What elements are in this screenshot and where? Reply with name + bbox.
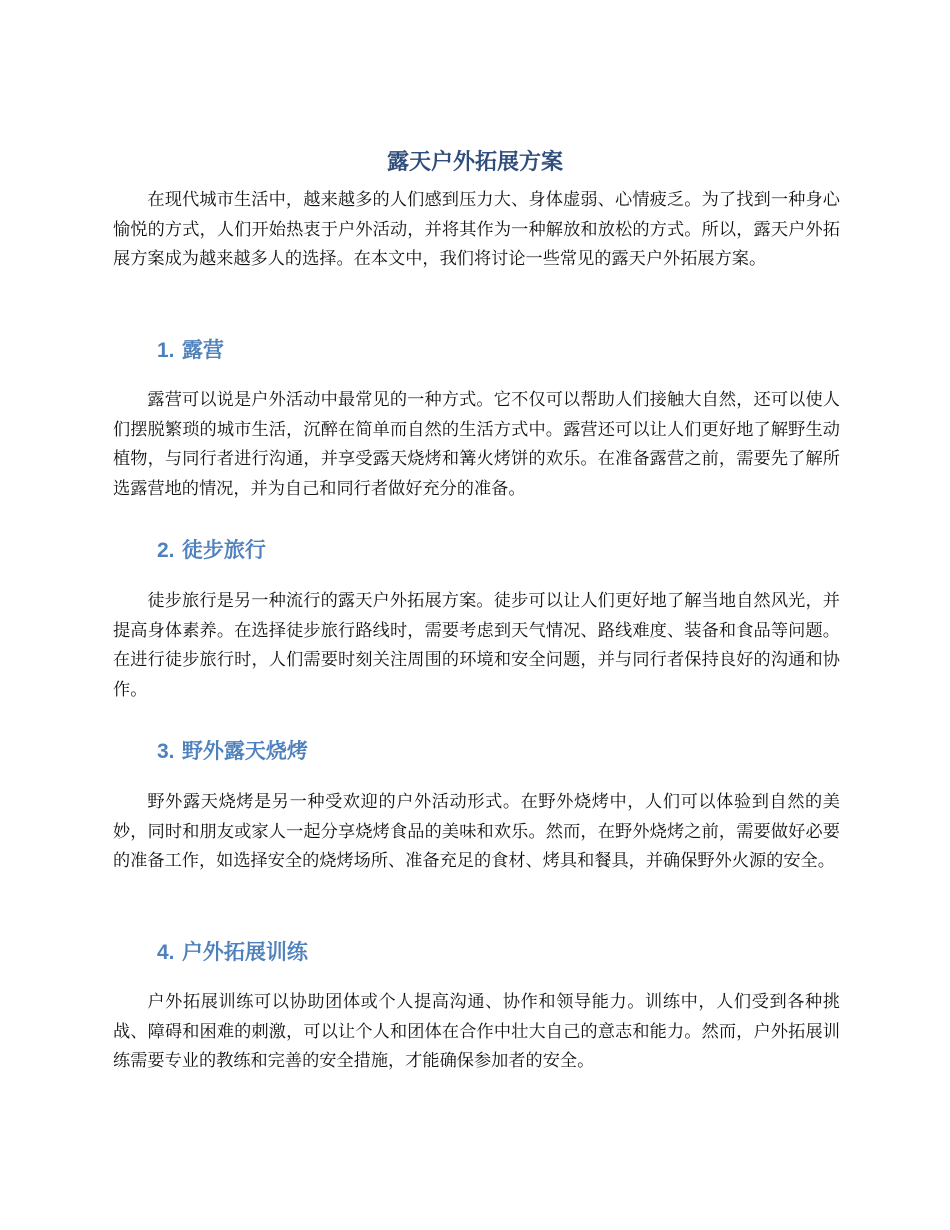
- section-paragraph-bbq: 野外露天烧烤是另一种受欢迎的户外活动形式。在野外烧烤中，人们可以体验到自然的美妙，同时和朋友或家人一起分享烧烤食品的美味和欢乐。然而，在野外烧烤之前，需要做好必要的准备工作，如选择安全的烧烤场所、准备充足的食材、烤具和餐具，并确保野外火源的安全。: [113, 792, 840, 872]
- section-title: 野外露天烧烤: [181, 739, 308, 763]
- section-title: 徒步旅行: [181, 538, 266, 562]
- section-heading-bbq: [157, 735, 308, 768]
- intro-paragraph: 在现代城市生活中，越来越多的人们感到压力大、身体虚弱、心情疲乏。为了找到一种身心愉悦的方式，人们开始热衷于户外活动，并将其作为一种解放和放松的方式。所以，露天户外拓展方案成为越来越多人的选择。在本文中，我们将讨论一些常见的露天户外拓展方案。: [113, 190, 840, 270]
- section-paragraph-hiking: 徒步旅行是另一种流行的露天户外拓展方案。徒步可以让人们更好地了解当地自然风光，并提高身体素养。在选择徒步旅行路线时，需要考虑到天气情况、路线难度、装备和食品等问题。在进行徒步旅行时，人们需要时刻关注周围的环境和安全问题，并与同行者保持良好的沟通和协作。: [113, 591, 840, 700]
- section-number: 4.: [157, 941, 175, 964]
- section-heading-training: [157, 936, 308, 969]
- section-paragraph-training: 户外拓展训练可以协助团体或个人提高沟通、协作和领导能力。训练中，人们受到各种挑战、障碍和困难的刺激，可以让个人和团体在合作中壮大自己的意志和能力。然而，户外拓展训练需要专业的教练和完善的安全措施，才能确保参加者的安全。: [113, 992, 840, 1072]
- section-number: 3.: [157, 740, 175, 763]
- section-title: 露营: [181, 338, 224, 362]
- section-heading-camping: [157, 334, 224, 367]
- section-number: 1.: [157, 339, 175, 362]
- section-heading-hiking: [157, 534, 266, 567]
- page-title: 露天户外拓展方案: [386, 150, 563, 175]
- section-paragraph-camping: 露营可以说是户外活动中最常见的一种方式。它不仅可以帮助人们接触大自然，还可以使人们摆脱繁琐的城市生活，沉醉在简单而自然的生活方式中。露营还可以让人们更好地了解野生动植物，与同行者进行沟通，并享受露天烧烤和篝火烤饼的欢乐。在准备露营之前，需要先了解所选露营地的情况，并为自己和同行者做好充分的准备。: [113, 390, 840, 499]
- section-number: 2.: [157, 539, 175, 562]
- section-title: 户外拓展训练: [181, 940, 308, 964]
